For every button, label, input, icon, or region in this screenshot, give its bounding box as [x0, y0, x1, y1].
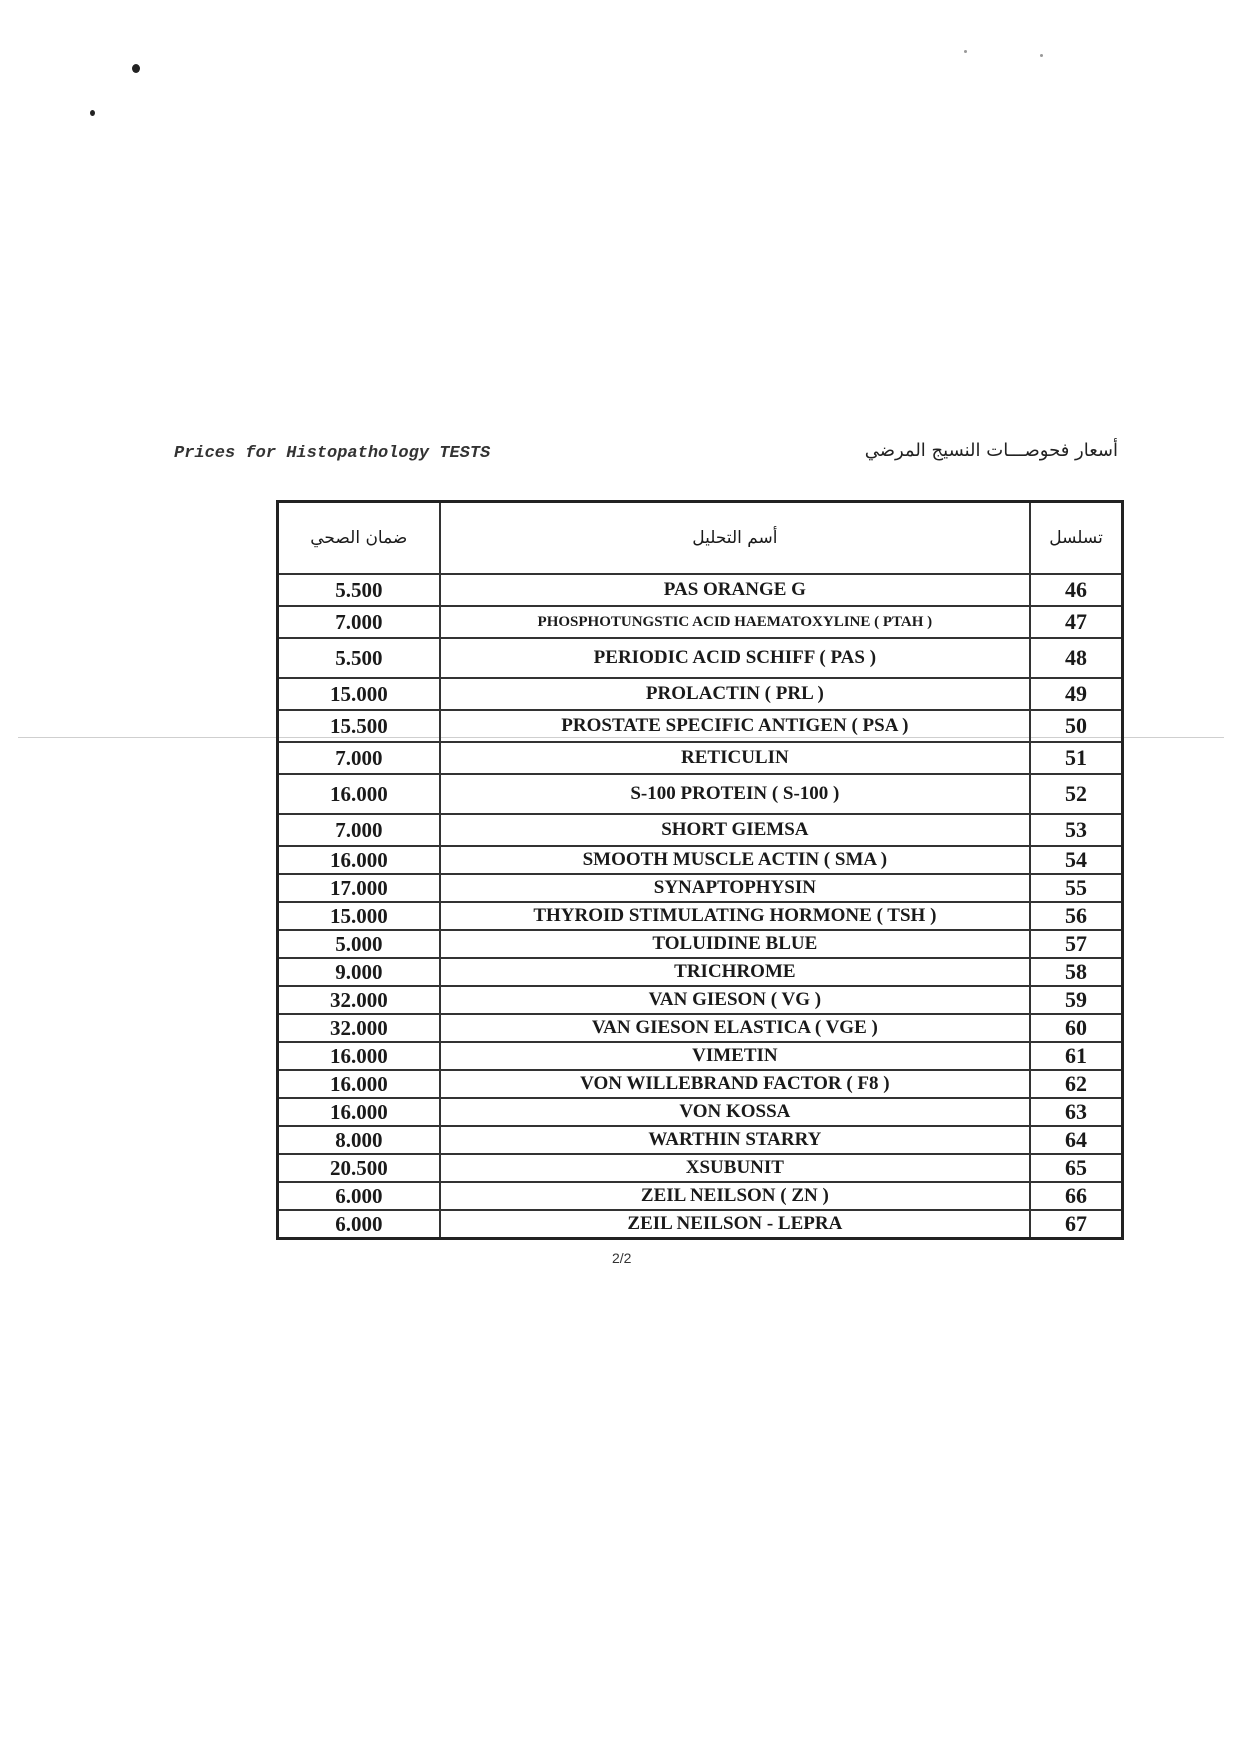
test-name-cell: PROLACTIN ( PRL )	[440, 678, 1030, 710]
test-name-cell: TRICHROME	[440, 958, 1030, 986]
test-name-cell: VAN GIESON ( VG )	[440, 986, 1030, 1014]
price-cell: 15.500	[278, 710, 440, 742]
sequence-cell: 65	[1030, 1154, 1122, 1182]
sequence-cell: 64	[1030, 1126, 1122, 1154]
table-row	[278, 986, 1123, 1014]
table-row	[278, 774, 1123, 814]
header-sequence: تسلسل	[1030, 502, 1122, 575]
price-cell: 16.000	[278, 1098, 440, 1126]
table-row	[278, 678, 1123, 710]
test-name-cell: VIMETIN	[440, 1042, 1030, 1070]
test-name-cell: SHORT GIEMSA	[440, 814, 1030, 846]
test-name-cell: THYROID STIMULATING HORMONE ( TSH )	[440, 902, 1030, 930]
price-table	[276, 500, 1124, 1240]
table-row	[278, 1070, 1123, 1098]
price-cell: 8.000	[278, 1126, 440, 1154]
table-body	[278, 574, 1123, 1239]
sequence-cell: 60	[1030, 1014, 1122, 1042]
table-row	[278, 1014, 1123, 1042]
test-name-cell: VON KOSSA	[440, 1098, 1030, 1126]
price-cell: 15.000	[278, 678, 440, 710]
price-cell: 16.000	[278, 1042, 440, 1070]
page-number: 2/2	[612, 1250, 632, 1266]
sequence-cell: 58	[1030, 958, 1122, 986]
test-name-cell: ZEIL NEILSON - LEPRA	[440, 1210, 1030, 1239]
test-name-cell: SYNAPTOPHYSIN	[440, 874, 1030, 902]
sequence-cell: 55	[1030, 874, 1122, 902]
test-name-cell: RETICULIN	[440, 742, 1030, 774]
table-row	[278, 1126, 1123, 1154]
scan-speck	[964, 50, 967, 53]
sequence-cell: 66	[1030, 1182, 1122, 1210]
test-name-cell: VON WILLEBRAND FACTOR ( F8 )	[440, 1070, 1030, 1098]
sequence-cell: 54	[1030, 846, 1122, 874]
table-row	[278, 742, 1123, 774]
table-row	[278, 710, 1123, 742]
sequence-cell: 50	[1030, 710, 1122, 742]
header-price: ضمان الصحي	[278, 502, 440, 575]
price-cell: 7.000	[278, 742, 440, 774]
table-row	[278, 1042, 1123, 1070]
test-name-cell: XSUBUNIT	[440, 1154, 1030, 1182]
price-cell: 6.000	[278, 1182, 440, 1210]
price-cell: 16.000	[278, 774, 440, 814]
sequence-cell: 47	[1030, 606, 1122, 638]
test-name-cell: VAN GIESON ELASTICA ( VGE )	[440, 1014, 1030, 1042]
test-name-cell: SMOOTH MUSCLE ACTIN ( SMA )	[440, 846, 1030, 874]
price-cell: 32.000	[278, 986, 440, 1014]
sequence-cell: 57	[1030, 930, 1122, 958]
table-row	[278, 814, 1123, 846]
sequence-cell: 59	[1030, 986, 1122, 1014]
page-title-arabic: أسعار فحوصـــات النسيج المرضي	[864, 440, 1118, 461]
sequence-cell: 51	[1030, 742, 1122, 774]
table-row	[278, 846, 1123, 874]
sequence-cell: 49	[1030, 678, 1122, 710]
scan-speck	[1040, 54, 1043, 57]
table-row	[278, 930, 1123, 958]
sequence-cell: 62	[1030, 1070, 1122, 1098]
scan-speck	[132, 64, 140, 73]
price-cell: 9.000	[278, 958, 440, 986]
page-title-english: Prices for Histopathology TESTS	[174, 444, 491, 463]
price-cell: 16.000	[278, 1070, 440, 1098]
test-name-cell: PAS ORANGE G	[440, 574, 1030, 606]
test-name-cell: PROSTATE SPECIFIC ANTIGEN ( PSA )	[440, 710, 1030, 742]
test-name-cell: PERIODIC ACID SCHIFF ( PAS )	[440, 638, 1030, 678]
price-cell: 32.000	[278, 1014, 440, 1042]
sequence-cell: 53	[1030, 814, 1122, 846]
header-test-name: أسم التحليل	[440, 502, 1030, 575]
sequence-cell: 63	[1030, 1098, 1122, 1126]
sequence-cell: 61	[1030, 1042, 1122, 1070]
price-cell: 17.000	[278, 874, 440, 902]
table-row	[278, 1182, 1123, 1210]
sequence-cell: 67	[1030, 1210, 1122, 1239]
test-name-cell: S-100 PROTEIN ( S-100 )	[440, 774, 1030, 814]
scan-speck	[90, 110, 95, 116]
sequence-cell: 46	[1030, 574, 1122, 606]
table-row	[278, 1154, 1123, 1182]
test-name-cell: TOLUIDINE BLUE	[440, 930, 1030, 958]
table-row	[278, 1098, 1123, 1126]
price-cell: 15.000	[278, 902, 440, 930]
sequence-cell: 48	[1030, 638, 1122, 678]
table-row	[278, 902, 1123, 930]
price-cell: 20.500	[278, 1154, 440, 1182]
sequence-cell: 52	[1030, 774, 1122, 814]
price-cell: 16.000	[278, 846, 440, 874]
price-cell: 7.000	[278, 814, 440, 846]
table-row	[278, 574, 1123, 606]
test-name-cell: WARTHIN STARRY	[440, 1126, 1030, 1154]
table-row	[278, 606, 1123, 638]
test-name-cell: ZEIL NEILSON ( ZN )	[440, 1182, 1030, 1210]
sequence-cell: 56	[1030, 902, 1122, 930]
table-row	[278, 638, 1123, 678]
price-cell: 7.000	[278, 606, 440, 638]
table-row	[278, 874, 1123, 902]
table-row	[278, 958, 1123, 986]
price-cell: 5.500	[278, 574, 440, 606]
price-cell: 5.000	[278, 930, 440, 958]
price-cell: 6.000	[278, 1210, 440, 1239]
test-name-cell: PHOSPHOTUNGSTIC ACID HAEMATOXYLINE ( PTAH )	[440, 606, 1030, 638]
price-cell: 5.500	[278, 638, 440, 678]
table-header-row	[278, 502, 1123, 575]
table-row	[278, 1210, 1123, 1239]
